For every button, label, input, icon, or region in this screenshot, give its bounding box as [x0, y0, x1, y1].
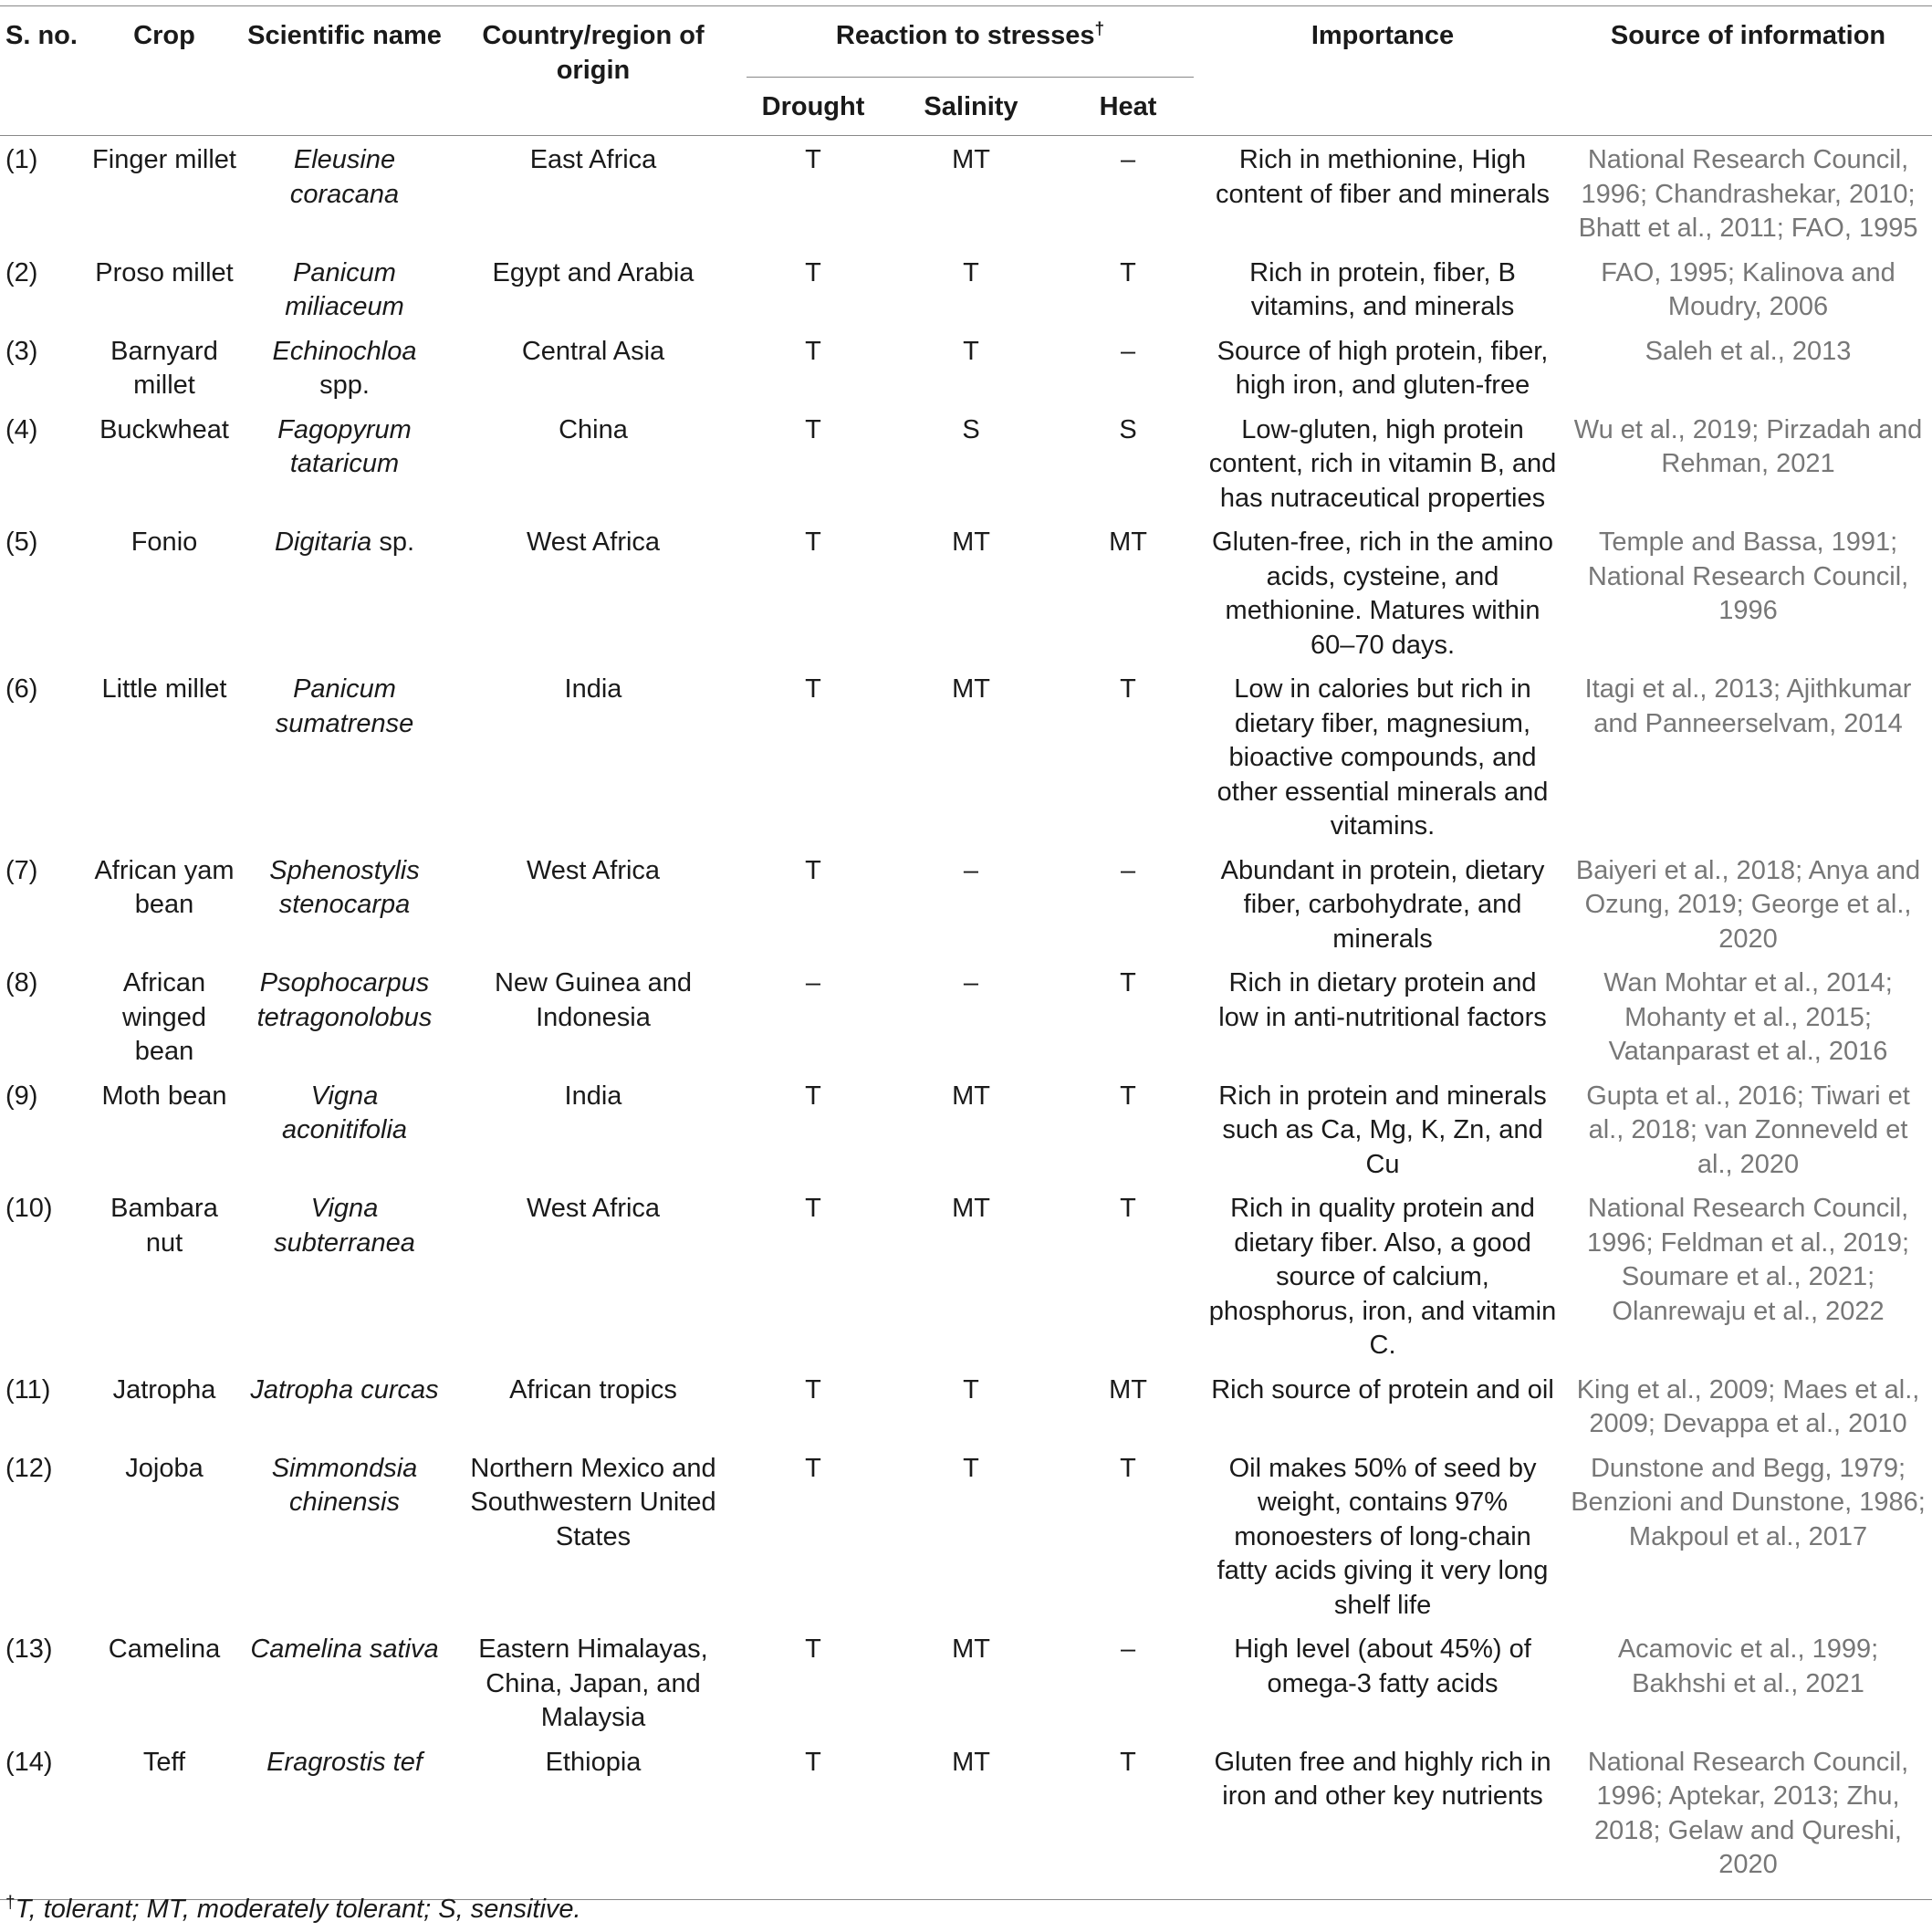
cell-crop: African winged bean	[122, 968, 206, 1066]
cell-crop: Fonio	[131, 527, 198, 557]
cell-salinity: MT	[887, 1739, 1055, 1900]
cell-drought: T	[805, 1453, 821, 1483]
cell-heat: –	[1120, 336, 1136, 366]
cell-origin: Egypt and Arabia	[492, 257, 694, 287]
cell-origin: West Africa	[526, 527, 661, 557]
scientific-name-text: Digitaria	[274, 527, 372, 557]
header-source: Source of information	[1564, 6, 1932, 136]
cell-sno: (6)	[5, 674, 38, 704]
scientific-name-text: Panicum sumatrense	[275, 674, 414, 738]
cell-importance: Rich in quality protein and dietary fiber. Also, a good source of calcium, phosphorus, iron, and vitamin C.	[1208, 1194, 1557, 1360]
cell-scientific-name	[242, 1445, 447, 1626]
table-row	[0, 1185, 1932, 1366]
cell-scientific-name	[242, 249, 447, 328]
cell-sno: (10)	[5, 1194, 53, 1223]
cell-salinity: T	[963, 257, 979, 287]
cell-scientific-name	[242, 328, 447, 406]
cell-origin: East Africa	[529, 145, 657, 174]
cell-salinity: MT	[952, 527, 990, 557]
cell-drought: T	[805, 1194, 821, 1223]
cell-importance: Abundant in protein, dietary fiber, carbohydrate, and minerals	[1220, 855, 1545, 954]
header-stresses-label: Reaction to stresses	[835, 21, 1095, 50]
table-row	[0, 1072, 1932, 1185]
cell-scientific-name	[242, 136, 447, 249]
header-origin: Country/region of origin	[447, 6, 739, 136]
cell-origin: Central Asia	[521, 336, 665, 366]
cell-heat: MT	[1109, 527, 1147, 557]
cell-scientific-name	[242, 665, 447, 847]
cell-sno: (1)	[5, 145, 38, 174]
cell-crop: Barnyard millet	[110, 336, 218, 400]
cell-drought: T	[805, 1081, 821, 1111]
scientific-name-text: Fagopyrum tataricum	[277, 414, 412, 478]
scientific-name-suffix: spp.	[319, 371, 370, 400]
cell-sno: (5)	[5, 527, 38, 557]
cell-drought: T	[739, 1739, 887, 1900]
cell-heat: T	[1120, 1453, 1136, 1483]
cell-source: National Research Council, 1996; Feldman et al., 2019; Soumare et al., 2021; Olanrewaju et al., 2022	[1586, 1194, 1910, 1326]
cell-source: King et al., 2009; Maes et al., 2009; Devappa et al., 2010	[1576, 1374, 1920, 1438]
cell-drought: T	[805, 145, 821, 174]
cell-sno: (7)	[5, 855, 38, 885]
scientific-name-text: Camelina sativa	[250, 1634, 439, 1664]
footnote-dagger: †	[5, 1893, 16, 1913]
table-row	[0, 847, 1932, 960]
cell-salinity: MT	[952, 674, 990, 704]
cell-crop: Moth bean	[101, 1081, 227, 1111]
scientific-name-text: Sphenostylis stenocarpa	[269, 855, 420, 919]
cell-crop: Bambara nut	[110, 1194, 218, 1258]
cell-importance: Rich in dietary protein and low in anti-nutritional factors	[1218, 968, 1547, 1032]
cell-crop: African yam bean	[94, 855, 235, 919]
cell-scientific-name	[242, 406, 447, 519]
cell-heat: T	[1120, 257, 1136, 287]
cell-sno: (3)	[5, 336, 38, 366]
table-row	[0, 1739, 1932, 1900]
header-scientific-name: Scientific name	[242, 6, 447, 136]
cell-sno: (13)	[5, 1634, 53, 1664]
cell-source: Gupta et al., 2016; Tiwari et al., 2018; van Zonneveld et al., 2020	[1586, 1081, 1910, 1179]
cell-origin: India	[564, 674, 622, 704]
cell-salinity: MT	[952, 145, 990, 174]
footnote-text: T, tolerant; MT, moderately tolerant; S, sensitive.	[15, 1895, 581, 1924]
table-row	[0, 1625, 1932, 1739]
cell-scientific-name	[242, 1739, 447, 1900]
scientific-name-text: Eragrostis tef	[266, 1747, 423, 1777]
cell-origin: Northern Mexico and Southwestern United States	[470, 1453, 716, 1551]
header-importance: Importance	[1201, 6, 1564, 136]
cell-drought: T	[805, 1634, 821, 1664]
cell-scientific-name	[242, 959, 447, 1072]
cell-heat: S	[1119, 414, 1137, 444]
table-row	[0, 1445, 1932, 1626]
cell-sno: (9)	[5, 1081, 38, 1111]
cell-origin: China	[559, 414, 628, 444]
scientific-name-text: Eleusine coracana	[289, 145, 400, 209]
header-row	[0, 6, 1932, 78]
cell-crop: Jatropha	[112, 1374, 216, 1405]
cell-origin: New Guinea and Indonesia	[494, 968, 693, 1032]
cell-heat: T	[1120, 1194, 1136, 1223]
cell-crop: Little millet	[101, 674, 227, 704]
table-row	[0, 328, 1932, 406]
cell-crop: Camelina	[108, 1634, 221, 1664]
cell-heat: T	[1055, 1739, 1201, 1900]
table-body	[0, 136, 1932, 1900]
cell-heat: T	[1120, 674, 1136, 704]
cell-salinity: MT	[952, 1194, 990, 1223]
cell-origin: Eastern Himalayas, China, Japan, and Malaysia	[478, 1634, 708, 1732]
cell-drought: T	[805, 1374, 821, 1405]
cell-importance: Low-gluten, high protein content, rich in vitamin B, and has nutraceutical properties	[1208, 414, 1557, 513]
header-salinity: Salinity	[887, 78, 1055, 136]
cell-sno: (4)	[5, 414, 38, 444]
cell-drought: T	[805, 855, 821, 885]
cell-salinity: –	[963, 968, 979, 997]
cell-scientific-name	[242, 1185, 447, 1366]
cell-scientific-name	[242, 1625, 447, 1739]
header-reaction-to-stresses	[739, 6, 1201, 78]
cell-sno: (8)	[5, 968, 38, 997]
cell-source: Temple and Bassa, 1991; National Research Council, 1996	[1587, 527, 1909, 625]
header-crop: Crop	[87, 6, 242, 136]
cell-scientific-name	[242, 1366, 447, 1445]
cell-sno: (14)	[0, 1739, 87, 1900]
cell-source: FAO, 1995; Kalinova and Moudry, 2006	[1601, 257, 1895, 321]
scientific-name-text: Jatropha curcas	[250, 1374, 439, 1405]
cell-salinity: T	[963, 1453, 979, 1483]
cell-origin: West Africa	[526, 855, 661, 885]
cell-scientific-name	[242, 518, 447, 665]
cell-heat: MT	[1109, 1374, 1147, 1405]
cell-drought: T	[805, 674, 821, 704]
scientific-name-text: Echinochloa	[272, 336, 417, 366]
cell-scientific-name	[242, 847, 447, 960]
cell-origin: Ethiopia	[447, 1739, 739, 1900]
cell-heat: –	[1120, 1634, 1136, 1664]
cell-drought: –	[805, 968, 821, 997]
cell-crop: Finger millet	[92, 145, 236, 174]
cell-importance: Gluten free and highly rich in iron and other key nutrients	[1201, 1739, 1564, 1900]
cell-crop: Proso millet	[95, 257, 234, 287]
header-drought: Drought	[739, 78, 887, 136]
table-row	[0, 665, 1932, 847]
cell-source: Saleh et al., 2013	[1645, 336, 1852, 366]
crop-stress-table	[0, 5, 1932, 1900]
cell-source: Wu et al., 2019; Pirzadah and Rehman, 2021	[1573, 414, 1923, 478]
cell-salinity: MT	[952, 1634, 990, 1664]
cell-heat: –	[1120, 855, 1136, 885]
cell-source: Baiyeri et al., 2018; Anya and Ozung, 2019; George et al., 2020	[1575, 855, 1921, 954]
cell-salinity: T	[963, 1374, 979, 1405]
table-row	[0, 959, 1932, 1072]
cell-source: Acamovic et al., 1999; Bakhshi et al., 2021	[1617, 1634, 1879, 1698]
cell-sno: (2)	[5, 257, 38, 287]
cell-drought: T	[805, 257, 821, 287]
cell-importance: Oil makes 50% of seed by weight, contains 97% monoesters of long-chain fatty acids giving it very long shelf life	[1217, 1453, 1549, 1620]
cell-source: National Research Council, 1996; Aptekar, 2013; Zhu, 2018; Gelaw and Qureshi, 2020	[1564, 1739, 1932, 1900]
cell-drought: T	[805, 527, 821, 557]
cell-importance: Low in calories but rich in dietary fiber, magnesium, bioactive compounds, and other essential minerals and vitamins.	[1217, 674, 1549, 841]
cell-salinity: MT	[952, 1081, 990, 1111]
scientific-name-text: Simmondsia chinensis	[271, 1453, 418, 1517]
cell-salinity: –	[963, 855, 979, 885]
cell-source: Wan Mohtar et al., 2014; Mohanty et al., 2015; Vatanparast et al., 2016	[1603, 968, 1893, 1066]
table-row	[0, 136, 1932, 249]
cell-crop: Buckwheat	[99, 414, 229, 444]
scientific-name-text: Vigna aconitifolia	[281, 1081, 408, 1144]
cell-importance: High level (about 45%) of omega-3 fatty acids	[1234, 1634, 1531, 1698]
cell-origin: West Africa	[526, 1194, 661, 1223]
cell-salinity: S	[962, 414, 980, 444]
cell-importance: Rich in protein and minerals such as Ca, Mg, K, Zn, and Cu	[1218, 1081, 1547, 1179]
scientific-name-text: Psophocarpus tetragonolobus	[256, 968, 433, 1032]
header-sno: S. no.	[0, 6, 87, 136]
scientific-name-text: Panicum miliaceum	[285, 257, 404, 321]
cell-importance: Rich source of protein and oil	[1211, 1374, 1554, 1405]
scientific-name-text: Vigna subterranea	[274, 1194, 415, 1258]
cell-heat: T	[1120, 1081, 1136, 1111]
cell-crop: Jojoba	[125, 1453, 204, 1483]
cell-importance: Rich in protein, fiber, B vitamins, and minerals	[1249, 257, 1516, 321]
scientific-name-suffix: sp.	[379, 527, 415, 557]
cell-drought: T	[805, 336, 821, 366]
cell-heat: T	[1120, 968, 1136, 997]
table-row	[0, 406, 1932, 519]
cell-sno: (12)	[5, 1453, 53, 1483]
cell-origin: India	[564, 1081, 622, 1111]
table-row	[0, 1366, 1932, 1445]
cell-source: Itagi et al., 2013; Ajithkumar and Panneerselvam, 2014	[1584, 674, 1912, 738]
cell-salinity: T	[963, 336, 979, 366]
cell-heat: –	[1120, 145, 1136, 174]
table-row	[0, 518, 1932, 665]
cell-scientific-name	[242, 1072, 447, 1185]
cell-sno: (11)	[5, 1374, 51, 1405]
table-row	[0, 249, 1932, 328]
cell-origin: African tropics	[509, 1374, 677, 1405]
cell-importance: Gluten-free, rich in the amino acids, cysteine, and methionine. Matures within 60–70 days.	[1212, 527, 1553, 660]
cell-source: National Research Council, 1996; Chandrashekar, 2010; Bhatt et al., 2011; FAO, 1995	[1578, 145, 1918, 243]
cell-crop: Teff	[87, 1739, 242, 1900]
cell-drought: T	[805, 414, 821, 444]
footnote-mark: †	[1094, 19, 1105, 39]
table-footnote	[5, 1895, 581, 1925]
cell-source: Dunstone and Begg, 1979; Benzioni and Dunstone, 1986; Makpoul et al., 2017	[1571, 1453, 1926, 1551]
cell-importance: Rich in methionine, High content of fiber and minerals	[1216, 145, 1550, 209]
header-heat: Heat	[1055, 78, 1201, 136]
cell-importance: Source of high protein, fiber, high iron, and gluten-free	[1217, 336, 1549, 400]
